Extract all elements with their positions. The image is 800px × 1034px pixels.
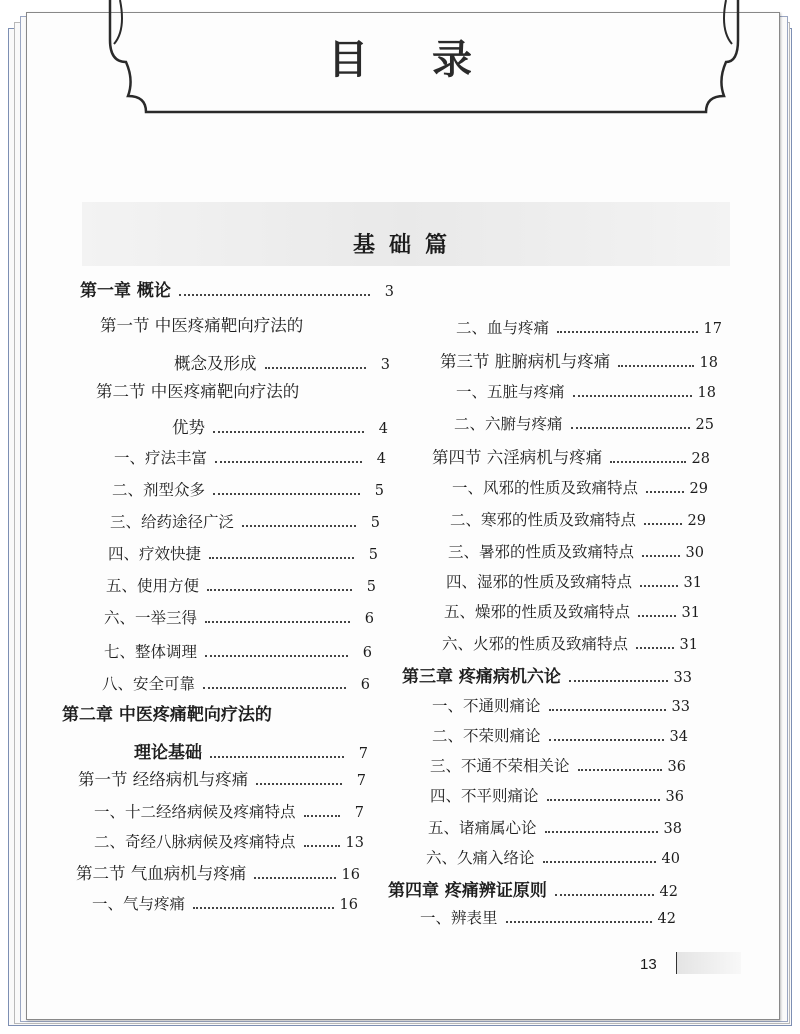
toc-label: 三、不通不荣相关论 — [430, 757, 570, 775]
toc-page: 16 — [339, 897, 358, 913]
toc-page: 6 — [360, 677, 370, 693]
toc-label: 第四节 六淫病机与疼痛 — [432, 448, 603, 467]
toc-label: 第一节 经络病机与疼痛 — [78, 770, 249, 789]
toc-label: 四、湿邪的性质及致痛特点 — [446, 573, 633, 591]
toc-entry[interactable] — [78, 766, 366, 790]
leader-dots — [209, 557, 354, 559]
page-number-bar — [676, 952, 741, 974]
toc-page: 5 — [368, 547, 378, 563]
leader-dots — [205, 655, 348, 657]
toc-page: 6 — [362, 645, 372, 661]
toc-entry[interactable] — [432, 444, 710, 468]
section-title: 基础篇 — [352, 232, 461, 258]
leader-dots — [254, 877, 335, 879]
toc-entry[interactable] — [428, 816, 682, 838]
toc-label: 二、血与疼痛 — [456, 319, 550, 337]
toc-entry[interactable] — [440, 348, 718, 372]
leader-dots — [578, 769, 662, 771]
toc-label: 一、风邪的性质及致痛特点 — [452, 479, 639, 497]
toc-page: 33 — [673, 670, 692, 686]
toc-label: 五、燥邪的性质及致痛特点 — [444, 603, 631, 621]
toc-entry[interactable] — [102, 672, 370, 694]
toc-page: 5 — [374, 483, 384, 499]
toc-entry[interactable] — [450, 508, 706, 530]
toc-page: 7 — [354, 805, 364, 821]
toc-page: 34 — [669, 729, 688, 745]
leader-dots — [213, 493, 360, 495]
leader-dots — [256, 783, 342, 785]
toc-label: 一、气与疼痛 — [92, 895, 186, 913]
toc-entry[interactable] — [174, 350, 390, 374]
toc-label: 第一章 概论 — [80, 281, 171, 301]
leader-dots — [543, 861, 656, 863]
toc-page: 38 — [663, 821, 682, 837]
toc-page: 29 — [689, 481, 708, 497]
toc-entry[interactable] — [104, 606, 374, 628]
toc-label: 一、五脏与疼痛 — [456, 383, 565, 401]
leader-dots — [555, 894, 654, 896]
toc-label: 一、疗法丰富 — [114, 449, 208, 467]
leader-dots — [213, 431, 364, 433]
toc-label: 优势 — [172, 418, 205, 437]
toc-label: 二、奇经八脉病候及疼痛特点 — [94, 833, 296, 851]
toc-entry[interactable] — [80, 276, 394, 301]
leader-dots — [642, 555, 680, 557]
leader-dots — [547, 799, 660, 801]
leader-dots — [242, 525, 356, 527]
toc-entry[interactable] — [134, 738, 368, 763]
leader-dots — [573, 395, 692, 397]
toc-label: 六、火邪的性质及致痛特点 — [442, 635, 629, 653]
toc-entry[interactable] — [104, 640, 372, 662]
toc-page: 3 — [380, 357, 390, 373]
toc-label: 二、不荣则痛论 — [432, 727, 541, 745]
toc-entry[interactable] — [402, 662, 692, 687]
toc-page: 6 — [364, 611, 374, 627]
toc-label: 八、安全可靠 — [102, 675, 196, 693]
toc-entry[interactable] — [108, 542, 378, 564]
toc-label: 第四章 疼痛辨证原则 — [388, 881, 547, 901]
toc-label: 一、不通则痛论 — [432, 697, 541, 715]
toc-page: 33 — [671, 699, 690, 715]
toc-entry[interactable] — [454, 412, 714, 434]
leader-dots — [265, 367, 367, 369]
toc-page: 4 — [376, 451, 386, 467]
toc-page: 42 — [657, 911, 676, 927]
leader-dots — [545, 831, 658, 833]
toc-label: 概念及形成 — [174, 354, 257, 373]
leader-dots — [557, 331, 698, 333]
toc-label: 四、疗效快捷 — [108, 545, 202, 563]
toc-entry[interactable] — [420, 906, 676, 928]
toc-label: 五、诸痛属心论 — [428, 819, 537, 837]
toc-page: 25 — [695, 417, 714, 433]
toc-page: 29 — [687, 513, 706, 529]
toc-entry[interactable] — [114, 446, 386, 468]
leader-dots — [179, 294, 370, 296]
toc-page: 13 — [345, 835, 364, 851]
toc-page: 31 — [681, 605, 700, 621]
leader-dots — [638, 615, 676, 617]
toc-entry[interactable] — [456, 380, 716, 402]
toc-page: 40 — [661, 851, 680, 867]
leader-dots — [610, 461, 685, 463]
toc-entry[interactable] — [92, 892, 358, 914]
toc-label: 三、暑邪的性质及致痛特点 — [448, 543, 635, 561]
leader-dots — [205, 621, 350, 623]
toc-entry[interactable] — [110, 510, 380, 532]
toc-page: 4 — [378, 421, 388, 437]
leader-dots — [636, 647, 674, 649]
toc-entry[interactable] — [456, 316, 722, 338]
leader-dots — [640, 585, 678, 587]
toc-entry[interactable] — [94, 830, 364, 852]
toc-entry[interactable] — [112, 478, 384, 500]
toc-entry[interactable] — [442, 632, 698, 654]
toc-label: 第三章 疼痛病机六论 — [402, 667, 561, 687]
leader-dots — [304, 815, 340, 817]
toc-page: 5 — [370, 515, 380, 531]
toc-entry[interactable]: 第二章 中医疼痛靶向疗法的 — [62, 705, 272, 725]
toc-label: 第三节 脏腑病机与疼痛 — [440, 352, 611, 371]
toc-page: 5 — [366, 579, 376, 595]
toc-entry[interactable] — [432, 694, 690, 716]
leader-dots — [646, 491, 684, 493]
toc-label: 理论基础 — [134, 743, 202, 763]
toc-entry[interactable] — [388, 876, 678, 901]
toc-label: 六、久痛入络论 — [426, 849, 535, 867]
toc-label: 一、十二经络病候及疼痛特点 — [94, 803, 296, 821]
toc-entry[interactable] — [106, 574, 376, 596]
toc-page: 18 — [699, 355, 718, 371]
toc-page: 36 — [665, 789, 684, 805]
toc-label: 三、给药途径广泛 — [110, 513, 235, 531]
page-title: 目录 — [328, 36, 536, 83]
leader-dots — [210, 756, 344, 758]
toc-page: 16 — [341, 867, 360, 883]
toc-entry[interactable] — [444, 600, 700, 622]
toc-entry[interactable] — [94, 800, 364, 822]
toc-page: 17 — [703, 321, 722, 337]
toc-label: 二、剂型众多 — [112, 481, 206, 499]
leader-dots — [304, 845, 340, 847]
leader-dots — [193, 907, 334, 909]
toc-entry[interactable] — [446, 570, 702, 592]
toc-entry[interactable] — [432, 724, 688, 746]
leader-dots — [203, 687, 346, 689]
leader-dots — [215, 461, 362, 463]
toc-entry[interactable] — [430, 784, 684, 806]
toc-page: 36 — [667, 759, 686, 775]
toc-page: 3 — [384, 284, 394, 300]
toc-label: 六、一举三得 — [104, 609, 198, 627]
toc-entry[interactable] — [452, 476, 708, 498]
toc-label: 五、使用方便 — [106, 577, 200, 595]
toc-entry[interactable] — [448, 540, 704, 562]
toc-page: 7 — [356, 773, 366, 789]
leader-dots — [549, 709, 666, 711]
toc-page: 31 — [683, 575, 702, 591]
toc-label: 一、辨表里 — [420, 909, 498, 927]
toc-entry[interactable] — [76, 860, 360, 884]
toc-label: 二、六腑与疼痛 — [454, 415, 563, 433]
toc-label: 第二节 气血病机与疼痛 — [76, 864, 247, 883]
toc-entry[interactable] — [430, 754, 686, 776]
page-number: 13 — [640, 956, 657, 973]
leader-dots — [569, 680, 668, 682]
toc-page: 31 — [679, 637, 698, 653]
leader-dots — [549, 739, 664, 741]
toc-entry[interactable] — [426, 846, 680, 868]
leader-dots — [618, 365, 693, 367]
toc-page: 30 — [685, 545, 704, 561]
toc-label: 四、不平则痛论 — [430, 787, 539, 805]
toc-entry[interactable] — [172, 414, 388, 438]
leader-dots — [207, 589, 352, 591]
toc-page: 18 — [697, 385, 716, 401]
leader-dots — [644, 523, 682, 525]
toc-page: 7 — [358, 746, 368, 762]
toc-entry[interactable]: 第一节 中医疼痛靶向疗法的 — [100, 316, 304, 335]
toc-page: 42 — [659, 884, 678, 900]
toc-label: 二、寒邪的性质及致痛特点 — [450, 511, 637, 529]
toc-label: 七、整体调理 — [104, 643, 198, 661]
toc-entry[interactable]: 第二节 中医疼痛靶向疗法的 — [96, 382, 300, 401]
leader-dots — [506, 921, 652, 923]
toc-page: 28 — [691, 451, 710, 467]
leader-dots — [571, 427, 690, 429]
